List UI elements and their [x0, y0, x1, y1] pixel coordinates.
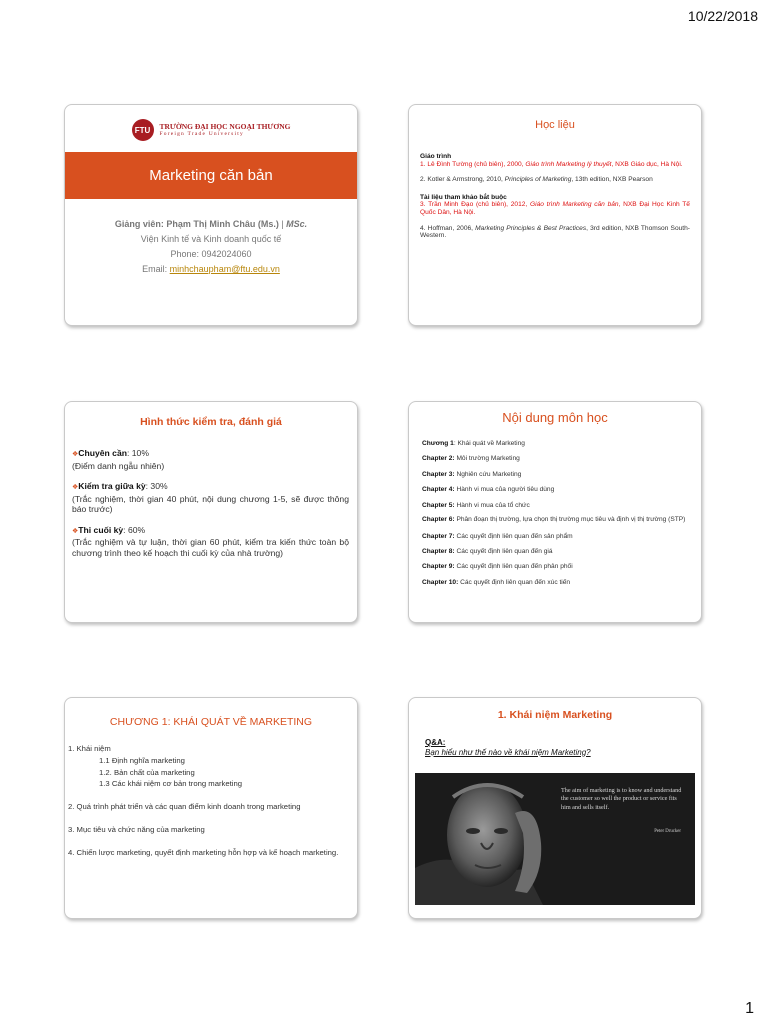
slide-heading: Học liệu — [535, 119, 575, 131]
list-item: Chapter 4: Hành vi mua của người tiêu dùng — [422, 486, 555, 494]
section-title: Tài liệu tham khảo bắt buộc — [420, 193, 507, 201]
outline-subitem: 1.2. Bản chất của marketing — [99, 767, 195, 777]
page-number: 1 — [745, 1000, 754, 1017]
list-item: Chapter 7: Các quyết định liên quan đến sản phẩm — [422, 532, 573, 540]
assessment-item: ❖Thi cuối kỳ: 60% (Trắc nghiệm và tự luận, thời gian 60 phút, kiểm tra kiến thức toàn bộ chương trình theo kế hoạch thi cuối kỳ của nhà trường) — [72, 524, 349, 558]
qa-question: Bạn hiểu như thế nào về khái niệm Marketing? — [425, 747, 591, 757]
slide-title — [64, 104, 358, 326]
university-name: TRƯỜNG ĐẠI HỌC NGOẠI THƯƠNG — [159, 121, 291, 131]
list-item: Chapter 6: Phân đoạn thị trường, lựa chọn thị trường mục tiêu và định vị thị trường (STP) — [422, 516, 686, 524]
university-logo — [65, 119, 357, 141]
qa-title: Q&A: — [425, 738, 446, 747]
page-date: 10/22/2018 — [687, 8, 758, 24]
qa-block — [425, 738, 591, 757]
outline-subitem: 1.1 Định nghĩa marketing — [99, 755, 185, 765]
portrait-photo — [415, 773, 695, 905]
assessment-item: ❖Kiểm tra giữa kỳ: 30% (Trắc nghiệm, thời gian 40 phút, nội dung chương 1-5, sẽ được thông báo trước) — [72, 481, 349, 514]
outline-item: 2. Quá trình phát triển và các quan điểm kinh doanh trong marketing — [68, 802, 301, 812]
list-item: Chapter 5: Hành vi mua của tổ chức — [422, 501, 530, 509]
assessment-item: ❖Chuyên cần: 10% (Điểm danh ngẫu nhiên) — [72, 448, 165, 471]
lecturer-separator: | — [278, 219, 287, 229]
outline-subitem: 1.3 Các khái niệm cơ bản trong marketing — [99, 779, 243, 789]
list-item: Chương 1: Khái quát về Marketing — [422, 440, 525, 447]
university-seal-icon: FTU — [132, 119, 154, 141]
slide-marketing-concept — [408, 697, 702, 919]
reference-4: 4. Hoffman, 2006, Marketing Principles & Best Practices, 3rd edition, NXB Thomson South-Western. — [420, 224, 690, 240]
list-item: Chapter 3: Nghiên cứu Marketing — [422, 470, 522, 478]
email-link[interactable]: minhchaupham@ftu.edu.vn — [169, 264, 280, 274]
lecturer-degree: MSc. — [286, 219, 308, 229]
course-title: Marketing căn bản — [65, 152, 357, 199]
lecturer-phone: Phone: 0942024060 — [170, 249, 252, 259]
outline-item: 4. Chiến lược marketing, quyết định marketing hỗn hợp và kế hoạch marketing. — [68, 847, 339, 857]
list-item: Chapter 8: Các quyết định liên quan đến giá — [422, 547, 553, 555]
reference-3: 3. Trần Minh Đạo (chủ biên), 2012, Giáo trình Marketing căn bản, NXB Đại Học Kinh Tế Quốc Dân, Hà Nội. — [420, 201, 690, 216]
diamond-bullet-icon: ❖ — [72, 451, 79, 458]
section-title: Giáo trình — [420, 153, 452, 160]
reference-1: 1. Lê Đình Tường (chủ biên), 2000, Giáo trình Marketing lý thuyết, NXB Giáo dục, Hà Nội. — [420, 160, 683, 168]
outline-item: 3. Mục tiêu và chức năng của marketing — [68, 824, 205, 834]
lecturer-label: Giảng viên: — [114, 219, 167, 229]
slide-materials — [408, 104, 702, 326]
slide-assessment — [64, 401, 358, 623]
slide-heading: 1. Khái niệm Marketing — [497, 709, 613, 721]
lecturer-info — [65, 217, 357, 277]
quote-author: Peter Drucker — [654, 829, 681, 834]
outline-item: 1. Khái niệm — [68, 744, 111, 753]
list-item: Chapter 2: Môi trường Marketing — [422, 455, 520, 463]
slide-heading: Nội dung môn học — [502, 410, 608, 425]
reference-2: 2. Kotler & Armstrong, 2010, Principles of Marketing, 13th edition, NXB Pearson — [420, 176, 653, 184]
diamond-bullet-icon: ❖ — [72, 527, 79, 535]
list-item: Chapter 10: Các quyết định liên quan đến xúc tiến — [422, 578, 571, 586]
slide-course-content — [408, 401, 702, 623]
email-label: Email: — [142, 264, 170, 274]
lecturer-name: Phạm Thị Minh Châu (Ms.) — [166, 219, 279, 229]
slide-heading: CHƯƠNG 1: KHÁI QUÁT VỀ MARKETING — [109, 716, 313, 728]
list-item: Chapter 9: Các quyết định liên quan đến phân phối — [422, 563, 573, 571]
slide-chapter-1-outline — [64, 697, 358, 919]
diamond-bullet-icon: ❖ — [72, 484, 79, 491]
university-subname: Foreign Trade University — [159, 131, 244, 138]
lecturer-institute: Viện Kinh tế và Kinh doanh quốc tế — [140, 234, 282, 244]
quote-text: The aim of marketing is to know and understand the customer so well the product or service fits him and sells itself. — [561, 787, 682, 811]
slide-heading: Hình thức kiểm tra, đánh giá — [140, 416, 282, 428]
